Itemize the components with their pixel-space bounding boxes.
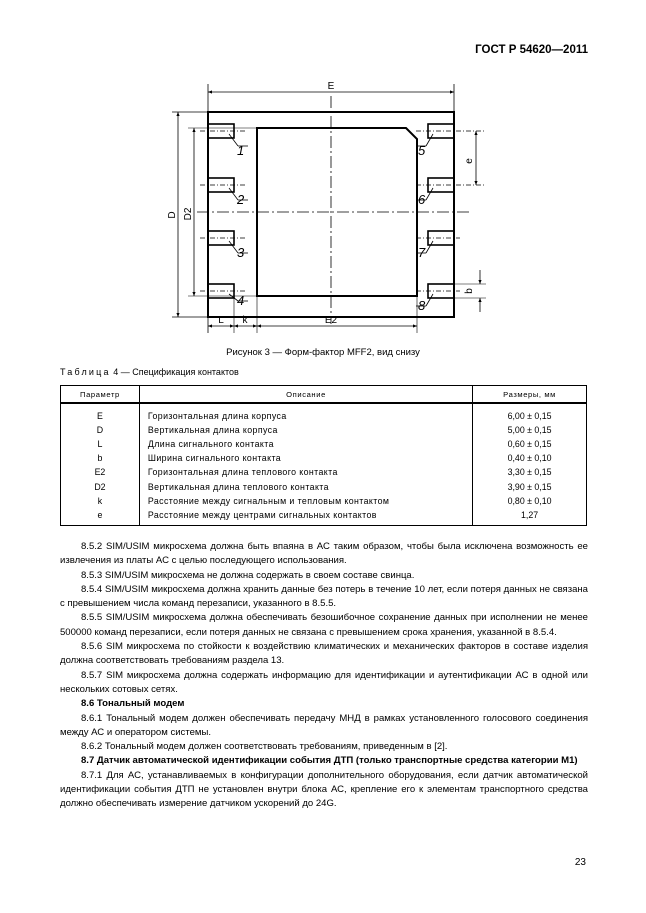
pin-number-1: 1 <box>237 143 245 158</box>
table-row <box>61 494 587 508</box>
param-cell: D2 <box>61 479 140 493</box>
description-cell: Горизонтальная длина теплового контакта <box>139 465 472 479</box>
paragraph: 8.5.6 SIM микросхема по стойкости к воздействию климатических и механических факторов в составе изделия должна соответствовать требованиям раздела 13. <box>60 641 588 667</box>
pin-number-7: 7 <box>418 245 426 260</box>
section-heading: 8.7 Датчик автоматической идентификации события ДТП (только транспортные средства категории М1) <box>81 755 578 767</box>
pin-number-3: 3 <box>237 245 245 260</box>
table-row <box>61 403 587 423</box>
dim-label-k: k <box>242 315 248 326</box>
page-number: 23 <box>574 857 586 868</box>
table-row <box>61 479 587 493</box>
table-row <box>61 465 587 479</box>
pin-number-4: 4 <box>237 293 245 308</box>
size-cell: 1,27 <box>473 508 587 526</box>
left-signal-pads <box>208 124 234 298</box>
pin-number-5: 5 <box>418 143 426 158</box>
description-cell: Вертикальная длина теплового контакта <box>139 479 472 493</box>
size-cell: 3,30 ± 0,15 <box>473 465 587 479</box>
paragraph: 8.5.3 SIM/USIM микросхема не должна содержать в своем составе свинца. <box>81 569 415 581</box>
size-cell: 3,90 ± 0,15 <box>473 479 587 493</box>
pin-number-2: 2 <box>237 192 245 207</box>
size-cell: 6,00 ± 0,15 <box>473 403 587 423</box>
size-cell: 0,60 ± 0,15 <box>473 437 587 451</box>
dim-label-D2: D2 <box>183 207 194 221</box>
pin-number-8: 8 <box>418 298 426 313</box>
figure-caption: Рисунок 3 — Форм-фактор MFF2, вид снизу <box>226 347 420 358</box>
contact-spec-table <box>60 385 587 526</box>
description-cell: Расстояние между центрами сигнальных контактов <box>139 508 472 526</box>
right-signal-pads <box>428 124 454 298</box>
table-row <box>61 451 587 465</box>
param-cell: L <box>61 437 140 451</box>
param-cell: E2 <box>61 465 140 479</box>
dim-label-L: L <box>218 315 224 326</box>
paragraph: 8.7.1 Для АС, устанавливаемых в конфигурации дополнительного оборудования, если датчик автоматической идентификации события ДТП не установлен внутри блока АС, крепление его к элементам транспортного средства должно обеспечивать измерение датчиком ускорений до 24G. <box>60 769 588 810</box>
dim-label-D: D <box>167 211 178 219</box>
description-cell: Расстояние между сигнальным и тепловым контактом <box>139 494 472 508</box>
dim-label-E2: E2 <box>324 315 338 326</box>
body-text <box>60 540 588 812</box>
description-cell: Вертикальная длина корпуса <box>139 423 472 437</box>
table-row <box>61 423 587 437</box>
param-cell: k <box>61 494 140 508</box>
pin-number-6: 6 <box>418 192 426 207</box>
document-code: ГОСТ Р 54620—2011 <box>475 44 588 56</box>
param-cell: e <box>61 508 140 526</box>
table-header-row <box>61 386 587 404</box>
col-header-desc: Описание <box>139 386 472 404</box>
size-cell: 0,80 ± 0,10 <box>473 494 587 508</box>
col-header-param: Параметр <box>61 386 140 404</box>
param-cell: b <box>61 451 140 465</box>
paragraph: 8.5.4 SIM/USIM микросхема должна хранить данные без потерь в течение 10 лет, если потеря данных не связана с превышением числа команд перезаписи, указанного в 8.5.5. <box>60 583 588 610</box>
paragraph: 8.6.1 Тональный модем должен обеспечивать передачу МНД в рамках установленного голосового соединения между АС и оператором системы. <box>60 712 588 738</box>
dim-label-e: e <box>464 158 475 164</box>
description-cell: Горизонтальная длина корпуса <box>139 403 472 423</box>
paragraph: 8.6.2 Тональный модем должен соответствовать требованиям, приведенным в [2]. <box>81 741 448 753</box>
dim-label-b: b <box>464 288 475 294</box>
table-row <box>61 437 587 451</box>
table-title: Таблица 4 — Спецификация контактов <box>60 367 239 377</box>
table-row <box>61 508 587 526</box>
description-cell: Ширина сигнального контакта <box>139 451 472 465</box>
description-cell: Длина сигнального контакта <box>139 437 472 451</box>
size-cell: 0,40 ± 0,10 <box>473 451 587 465</box>
size-cell: 5,00 ± 0,15 <box>473 423 587 437</box>
param-cell: E <box>61 403 140 423</box>
dim-label-E: E <box>327 81 335 92</box>
param-cell: D <box>61 423 140 437</box>
paragraph: 8.5.5 SIM/USIM микросхема должна обеспечивать безошибочное сохранение данных при исполнении не менее 500000 команд перезаписи, если потеря данных не связана с превышением срока хранения, указанной в 8.5.4. <box>60 612 588 638</box>
col-header-size: Размеры, мм <box>473 386 587 404</box>
paragraph: 8.5.2 SIM/USIM микросхема должна быть впаяна в АС таким образом, чтобы была исключена возможность ее извлечения из платы АС с целью последующего использования. <box>60 541 588 567</box>
mff2-drawing <box>0 0 646 345</box>
paragraph: 8.5.7 SIM микросхема должна содержать информацию для идентификации и аутентификации АС в одной или нескольких сотовых сетях. <box>60 669 588 695</box>
section-heading: 8.6 Тональный модем <box>81 698 185 710</box>
